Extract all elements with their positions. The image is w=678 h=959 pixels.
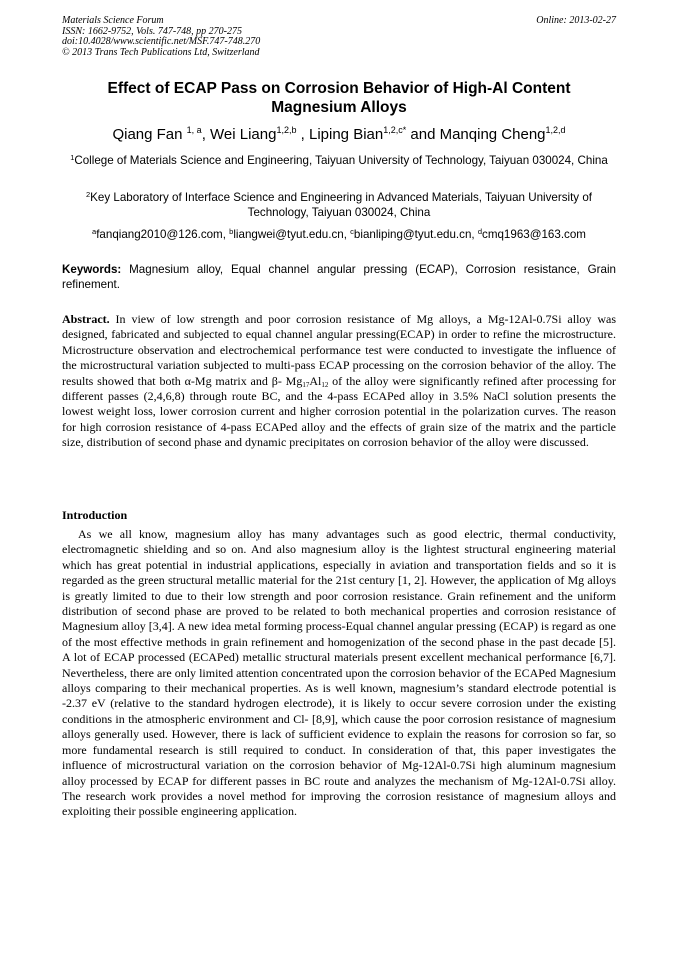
email-mark: b	[229, 227, 234, 236]
author-affil-mark: 1,2,d	[545, 125, 566, 135]
title-line-1: Effect of ECAP Pass on Corrosion Behavior of High-Al Content	[107, 80, 571, 97]
email-mark: d	[477, 227, 483, 236]
affil-mark: 1	[70, 153, 75, 162]
author-affil-mark: 1,2,c*	[383, 125, 407, 135]
author-name: , Liping Bian	[296, 126, 384, 143]
paper-title	[70, 79, 608, 117]
author-list	[40, 126, 638, 144]
journal-header	[62, 16, 616, 58]
section-heading-introduction: Introduction	[62, 508, 128, 522]
author-name: and Manqing Cheng	[406, 126, 546, 143]
introduction-paragraph: As we all know, magnesium alloy has many advantages such as good electric, thermal conductivity, electromagnetic shielding and so on. And also magnesium alloy is the lightest structural engineering material which has great potential in industrial applications, especially in aviation and transportation fields and so it is regarded as the green structural metallic material for the 21st century [1, 2]. However, the application of Mg alloys is greatly limited to due to their low strength and poor corrosion resistance. Grain refinement and the uniform distribution of second phase are proved to be related to both mechanical properties and corrosion resistance of Magnesium alloy [3,4]. A new idea metal forming process-Equal channel angular pressing (ECAP) is regard as one of the most effective methods in grain refinement and homogenization of the second phase in the past decade [5]. A lot of ECAP processed (ECAPed) metallic structural materials present excellent mechanical performance [6,7]. Nevertheless, there are only limited attention concentrated upon the corrosion behavior of the ECAPed Magnesium alloys comparing to their mechanical properties. As is well known, magnesium’s standard electrode potential is -2.37 eV (relative to the standard hydrogen electrode), it is likely to occur severe corrosion under the existing conditions in the atmospheric environment and Cl- [8,9], which cause the poor corrosion resistance of magnesium alloys generally used. However, there is lack of sufficient evidence to explain the reasons for corrosion so far, so more fundamental research is still required to conduct. In consideration of that, this paper investigates the influence of microstructural variation on the corrosion behavior of Mg-12Al-0.7Si high aluminum magnesium alloy processed by ECAP for different passes in BC route and analyzes the mechanism of Mg-12Al-0.7Si alloy. The research work provides a novel method for improving the corrosion resistance of magnesium alloys and exploiting their possible engineering application.	[62, 527, 616, 819]
affil-text: College of Materials Science and Engineering, Taiyuan University of Technology, Taiyuan 030024, China	[74, 154, 608, 167]
journal-issn: ISSN: 1662-9752, Vols. 747-748, pp 270-275	[62, 25, 242, 37]
journal-name: Materials Science Forum	[62, 15, 164, 26]
affil-text: Key Laboratory of Interface Science and Engineering in Advanced Materials, Taiyuan University of Technology, Taiyuan 030024, China	[90, 191, 592, 219]
title-line-2: Magnesium Alloys	[271, 99, 407, 116]
journal-doi: doi:10.4028/www.scientific.net/MSF.747-748.270	[62, 36, 261, 47]
author-name: Qiang Fan	[112, 126, 187, 143]
email-address: fanqiang2010@126.com,	[96, 228, 230, 241]
email-address: bianliping@tyut.edu.cn,	[353, 228, 478, 241]
author-affil-mark: 1, a	[186, 125, 202, 135]
abstract-text-2: of the alloy were significantly refined after processing for different passes (2,4,6,8) through route BC, and the 4-pass ECAPed alloy in 3.5% NaCl solution presents the lowest weight loss, lower corrosion current and higher corrosion potential in the polarization curves. The reason for high corrosion resistance of 4-pass ECAPed alloy and the effects of grain size of the matrix and the particle size, distribution of second phase and dynamic precipitates on corrosion behavior of the alloy were discussed.	[62, 373, 616, 450]
email-mark: c	[350, 227, 354, 236]
email-list	[58, 227, 620, 242]
author-name: , Wei Liang	[201, 126, 277, 143]
email-address: liangwei@tyut.edu.cn,	[233, 228, 351, 241]
keywords-text: Magnesium alloy, Equal channel angular pressing (ECAP), Corrosion resistance, Grain refinement.	[62, 263, 616, 291]
email-address: cmq1963@163.com	[482, 228, 586, 241]
online-date: Online: 2013-02-27	[536, 15, 616, 26]
email-mark: a	[92, 227, 97, 236]
abstract	[62, 312, 616, 451]
keywords-label: Keywords:	[62, 263, 122, 276]
keywords	[62, 262, 616, 292]
abstract-subscript: 12	[321, 380, 329, 389]
author-affil-mark: 1,2,b	[276, 125, 297, 135]
abstract-label: Abstract.	[62, 312, 110, 326]
affiliation-2	[58, 190, 620, 220]
affiliation-1	[58, 153, 620, 168]
abstract-formula-part: Al	[309, 373, 322, 388]
affil-mark: 2	[86, 190, 91, 199]
abstract-text-1: In view of low strength and poor corrosion resistance of Mg alloys, a Mg-12Al-0.7Si alloy was designed, fabricated and subjected to equal channel angular pressing(ECAP) in order to refine the microstructure. Microstructure observation and electrochemical performance test were conducted to investigate the influence of the microstructural variation subjected to multi-pass ECAP processing on the corrosion behavior of the alloy. The results showed that both α-Mg matrix and β- Mg	[62, 312, 616, 388]
journal-copyright: © 2013 Trans Tech Publications Ltd, Switzerland	[62, 46, 260, 58]
abstract-subscript: 17	[302, 380, 310, 389]
